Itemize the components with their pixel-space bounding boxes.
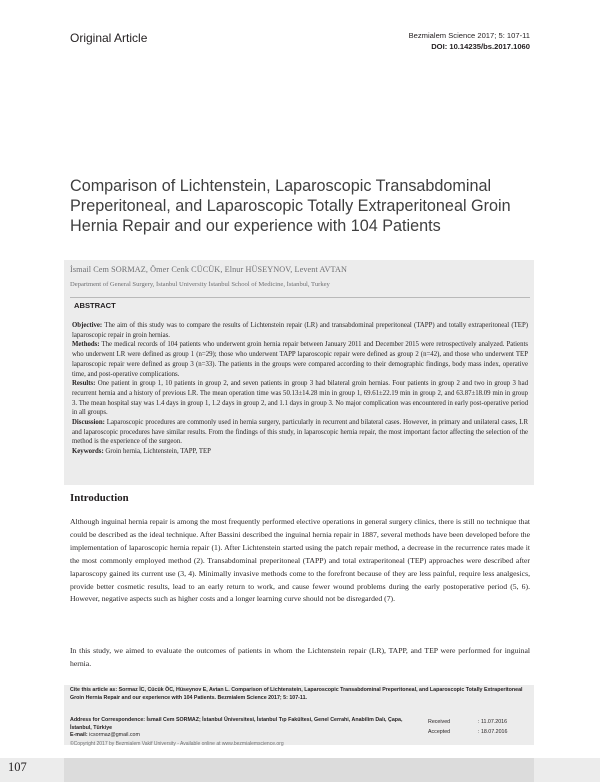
journal-citation: Bezmialem Science 2017; 5: 107-11 [408, 31, 530, 40]
introduction-paragraph-1: Although inguinal hernia repair is among the most frequently performed elective operations in general surgery clinics, there is still no technique that could be described as the ideal technique. After Bassini described the inguinal hernia repair in 1887, several methods have been developed before the implementation of laparoscopic hernia repair (1). After Lichtenstein started using the patch repair method, a decrease in the recurrence rates made it the most commonly employed method (2). Transabdominal preperitoneal (TAPP) and total extraperitoneal (TEP) approaches were described after laparoscopy gained its current use (3, 4). Minimally invasive methods come to the forefront because of they are less painful, require less analgesics, provide better cosmetic results, lead to an early return to work, and cause fewer wound problems during the early postoperative period (5, 6). However, negative aspects such as higher costs and a longer learning curve should not be disregarded (7). [70, 517, 530, 604]
abstract-discussion: Discussion: Laparoscopic procedures are commonly used in hernia surgery, particularly in recurrent and bilateral cases. However, in primary and unilateral cases, LR and laparoscopic procedures have similar results. From the findings of this study, in laparoscopic hernia repair, the most important factor affecting the selection of the method is the experience of the surgeon. [72, 419, 528, 446]
abstract-body [72, 321, 528, 457]
authors: İsmail Cem SORMAZ, Ömer Cenk CÜCÜK, Elnur HÜSEYNOV, Levent AVTAN [70, 265, 347, 274]
article-title: Comparison of Lichtenstein, Laparoscopic Transabdominal Preperitoneal, and Laparoscopic Totally Extraperitoneal Groin Hernia Repair and our experience with 104 Patients [70, 177, 511, 235]
affiliation: Department of General Surgery, İstanbul University İstanbul School of Medicine, İstanbul, Turkey [70, 281, 330, 288]
accepted-row: Accepted : 18.07.2016 [428, 729, 508, 735]
received-row: Received : 11.07.2016 [428, 719, 508, 725]
page-number: 107 [8, 760, 27, 774]
abstract-results: Results: One patient in group 1, 10 patients in group 2, and seven patients in group 3 had bilateral groin hernias. Four patients in group 2 and two in group 3 had recurrent hernia and a history of previous LR. The mean operation time was 50.13±14.28 min in group 1, 69.61±22.19 min in group 2, and 63.87±18.09 min in group 3. The mean hospital stay was 1.4 days in group 1, 1.2 days in group 2, and 1.1 days in group 3. No major complication was encountered in early post-operative period in all groups. [72, 380, 528, 417]
footer-inner-band [64, 758, 534, 782]
correspondence: Address for Correspondence: İsmail Cem SORMAZ; İstanbul Üniversitesi, İstanbul Tıp Fakültesi, Genel Cerrahi, Anabilim Dalı, Çapa, İstanbul, Türkiye E-mail: icsormaz@gmail.com [70, 717, 403, 739]
doi[interactable]: DOI: 10.14235/bs.2017.1060 [431, 42, 530, 51]
copyright: ©Copyright 2017 by Bezmialem Vakif University - Available online at www.bezmialemscience.org [70, 741, 284, 747]
abstract-objective: Objective: The aim of this study was to compare the results of Lichtenstein repair (LR) and transabdominal preperitoneal (TAPP) and totally extraperitoneal (TEP) laparoscopic repair in groin hernias. [72, 322, 529, 339]
dates [428, 717, 538, 737]
citation-note: Cite this article as: Sormaz İC, Cücük ÖC, Hüseynov E, Avtan L. Comparison of Lichtenstein, Laparoscopic Transabdominal Preperitoneal, and Laparoscopic Totally Extraperitoneal Groin Hernia Repair and our experience with 104 Patients. Bezmialem Science 2017; 5: 107-11. [70, 687, 523, 701]
abstract-keywords: Keywords: Groin hernia, Lichtenstein, TAPP, TEP [72, 448, 211, 456]
article-type: Original Article [70, 31, 148, 45]
email-link[interactable]: icsormaz@gmail.com [89, 732, 140, 739]
introduction-heading: Introduction [70, 492, 129, 504]
introduction-paragraph-2: In this study, we aimed to evaluate the outcomes of patients in whom the Lichtenstein repair (LR), TAPP, and TEP were performed for inguinal hernia. [70, 646, 530, 668]
journal-header [409, 30, 530, 52]
abstract-methods: Methods: The medical records of 104 patients who underwent groin hernia repair between January 2011 and December 2015 were retrospectively analyzed. Patients who underwent LR were defined as group 1 (n=29); those who underwent TAPP laparoscopic repair were defined as group 2 (n=42), and those who underwent TEP laparoscopic repair were defined as group 3 (n=33). The patients in the groups were compared according to their demographic findings, body mass index, operative time, and post-operative complications. [72, 341, 528, 378]
abstract-heading: ABSTRACT [74, 301, 116, 310]
